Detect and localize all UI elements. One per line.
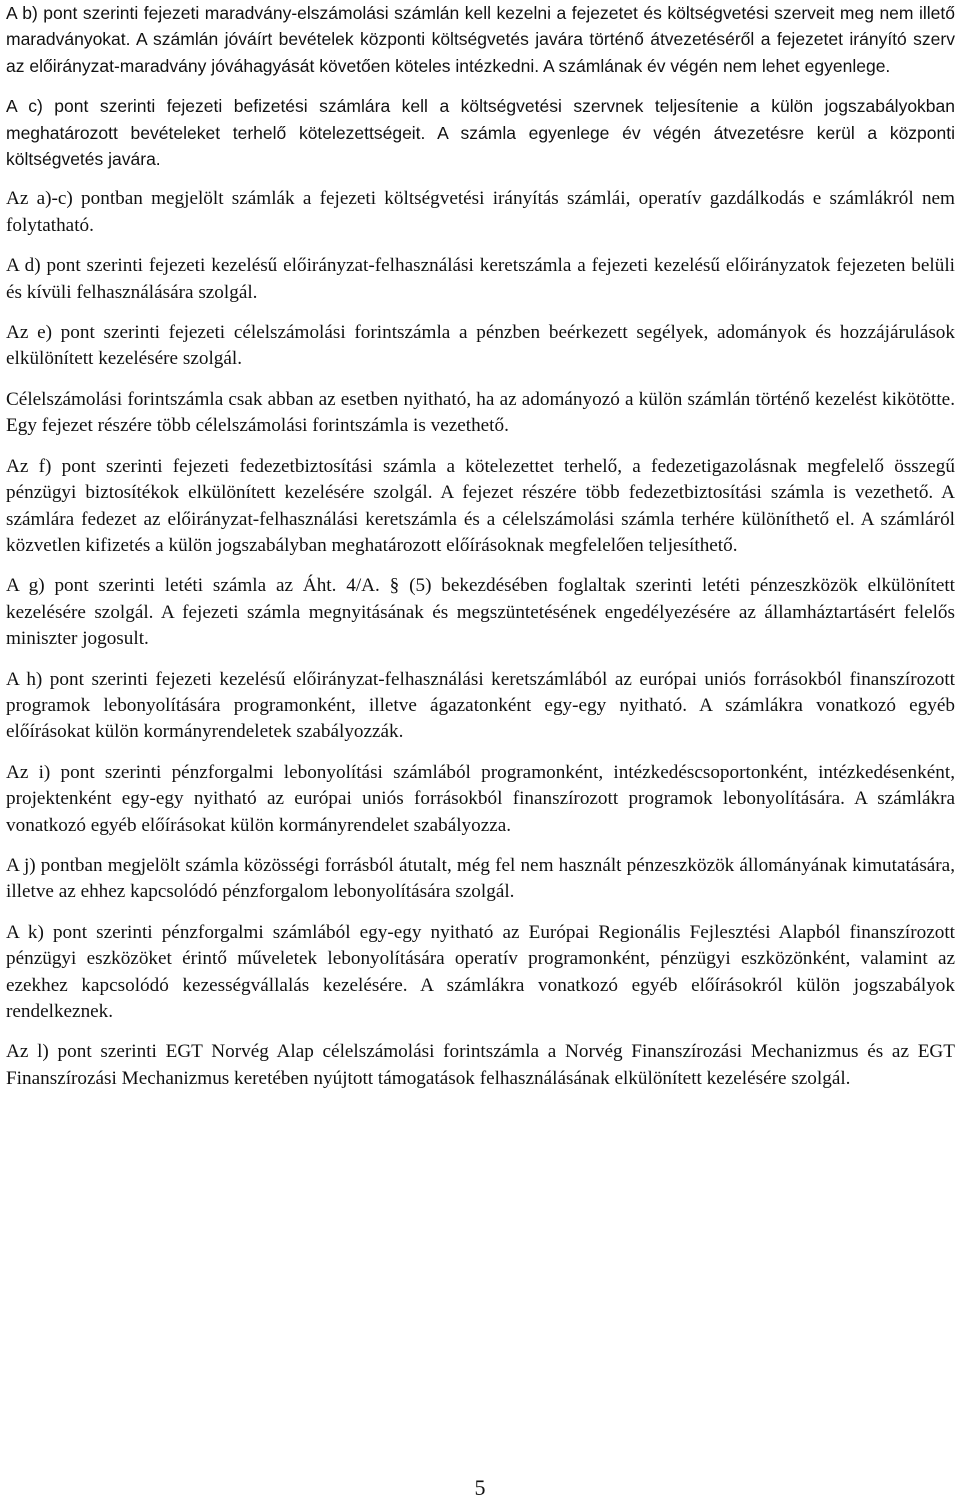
paragraph-k-erfa-szamla: A k) pont szerinti pénzforgalmi számlából egy-egy nyitható az Európai Regionális Fejlesztési Alapból finanszírozott pénzügyi eszközöket érintő műveletek lebonyolítására operatív programonként, pénzügyi eszközönként, valamint az ezekhez kapcsolódó kezességvállalás kezelésére. A számlákra vonatkozó egyéb előírásokról külön jogszabályok rendelkeznek. [6, 921, 955, 1022]
paragraph-a-c-iranyitasi-szamlak: Az a)-c) pontban megjelölt számlák a fejezeti költségvetési irányítás számlái, operatív gazdálkodás e számlákról nem folytatható. [6, 188, 955, 236]
paragraph-d-keretszamla: A d) pont szerinti fejezeti kezelésű előirányzat-felhasználási keretszámla a fejezeti kezelésű előirányzatok fejezeten belüli és kívüli felhasználására szolgál. [6, 255, 955, 303]
document-page [6, 0, 955, 1106]
paragraph-e-celelszamolasi-szamla: Az e) pont szerinti fejezeti célelszámolási forintszámla a pénzben beérkezett segélyek, adományok és hozzájárulások elkülönített kezelésére szolgál. [6, 322, 955, 370]
paragraph-l-norveg-alap: Az l) pont szerinti EGT Norvég Alap célelszámolási forintszámla a Norvég Finanszírozási Mechanizmus és az EGT Finanszírozási Mechanizmus keretében nyújtott támogatások felhasználásának elkülönített kezelésére szolgál. [6, 1041, 955, 1089]
paragraph-j-kozossegi-forras: A j) pontban megjelölt számla közösségi forrásból átutalt, még fel nem használt pénzeszközök állományának kimutatására, illetve az ehhez kapcsolódó pénzforgalom lebonyolítására szolgál. [6, 854, 955, 903]
paragraph-h-eu-keretszamla: A h) pont szerinti fejezeti kezelésű előirányzat-felhasználási keretszámlából az európai uniós forrásokból finanszírozott programok lebonyolítására programonként, illetve ágazatonként egy-egy nyitható. A számlákra vonatkozó egyéb előírásokat külön kormányrendeletek szabályozzák. [6, 668, 955, 743]
paragraph-c-befizetesi-szamla: A c) pont szerinti fejezeti befizetési számlára kell a költségvetési szervnek teljesítenie a külön jogszabályokban meghatározott bevételeket terhelő kötelezettségeit. A számla egyenlege év végén átvezetésre kerül a központi költségvetés javára. [6, 96, 955, 170]
paragraph-g-leteti-szamla: A g) pont szerinti letéti számla az Áht. 4/A. § (5) bekezdésében foglaltak szerinti letéti pénzeszközök elkülönített kezelésére szolgál. A fejezeti számla megnyitásának és megszüntetésének engedélyezésére az államháztartásért felelős miniszter jogosult. [6, 575, 955, 650]
paragraph-i-lebonyolitasi-szamla: Az i) pont szerinti pénzforgalmi lebonyolítási számlából programonként, intézkedéscsoportonként, intézkedésenként, projektenként egy-egy nyitható az európai uniós forrásokból finanszírozott programok lebonyolítására. A számlákra vonatkozó egyéb előírásokat külön kormányrendelet szabályozza. [6, 761, 955, 836]
paragraph-celelszamolasi-nyitas: Célelszámolási forintszámla csak abban az esetben nyitható, ha az adományozó a külön számlán történő kezelést kikötötte. Egy fejezet részére több célelszámolási forintszámla is vezethető. [6, 388, 955, 437]
paragraph-b-maradvany-szamla: A b) pont szerinti fejezeti maradvány-elszámolási számlán kell kezelni a fejezetet és költségvetési szerveit meg nem illető maradványokat. A számlán jóváírt bevételek központi költségvetés javára történő átvezetéséről a fejezetet irányító szerv az előirányzat-maradvány jóváhagyását követően köteles intézkedni. A számlának év végén nem lehet egyenlege. [6, 3, 955, 76]
page-number: 5 [474, 1475, 486, 1500]
paragraph-f-fedezetbiztositasi-szamla: Az f) pont szerinti fejezeti fedezetbiztosítási számla a kötelezettet terhelő, a fedezetigazolásnak megfelelő összegű pénzügyi biztosítékok elkülönített kezelésére szolgál. A fejezet részére több fedezetbiztosítási számla is vezethető. A számlára fedezet az előirányzat-felhasználási keretszámla és a célelszámolási számla terhére különíthető el. A számláról közvetlen kifizetés a külön jogszabályban meghatározott előírásoknak megfelelően teljesíthető. [6, 455, 955, 556]
